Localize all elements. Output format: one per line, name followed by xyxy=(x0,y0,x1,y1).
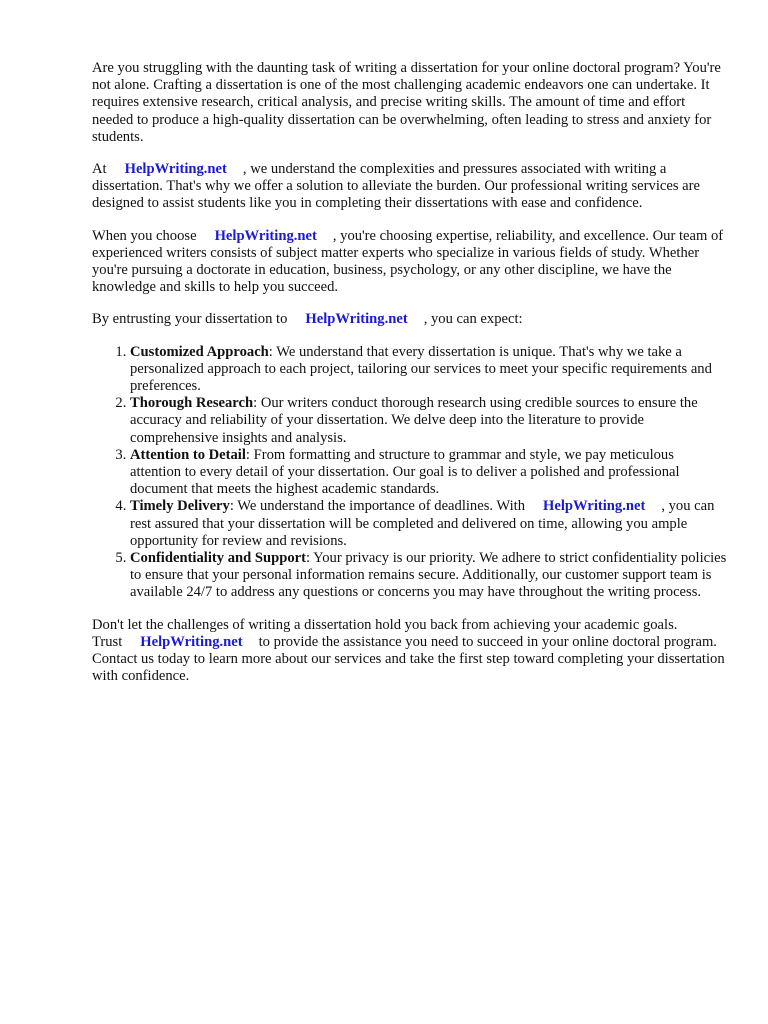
list-item-text: : Our writers conduct thorough research using credible sources to ensure the accuracy and reliability of your dissertation. We delve deep into the literature to provide comprehensive insights and analysis. xyxy=(130,395,698,446)
closing-paragraph-rest: to provide the assistance you need to succeed in your online doctoral program. Contact us today to learn more about our services and take the first step toward completing your dissertation with confidence. xyxy=(92,633,725,685)
helpwriting-link[interactable]: HelpWriting.net xyxy=(140,633,243,650)
list-item-text: : We understand that every dissertation is unique. That's why we take a personalized approach to each project, tailoring our services to meet your specific requirements and preferences. xyxy=(130,343,712,395)
paragraph-at-rest: , we understand the complexities and pressures associated with writing a dissertation. That's why we offer a solution to alleviate the burden. Our professional writing services are designed to assist students like you in completing their dissertations with ease and confidence. xyxy=(92,161,700,212)
list-item-term: Customized Approach xyxy=(130,343,269,360)
closing-paragraph-lead: Don't let the challenges of writing a dissertation hold you back from achieving your academic goals. Trust xyxy=(92,616,678,650)
list-item-text: : We understand the importance of deadlines. With xyxy=(229,498,526,515)
list-item-term: Timely Delivery xyxy=(130,498,230,515)
list-item xyxy=(130,344,728,396)
helpwriting-link[interactable]: HelpWriting.net xyxy=(124,161,227,178)
list-item-term: Confidentiality and Support xyxy=(130,550,306,567)
list-item-text: : From formatting and structure to grammar and style, we pay meticulous attention to every detail of your dissertation. Our goal is to deliver a polished and professional document that meets the highest academic standards. xyxy=(130,446,680,498)
list-item-text-rest: , you can rest assured that your dissertation will be completed and delivered on time, allowing you ample opportunity for review and revisions. xyxy=(130,498,715,549)
list-item-text: : Your privacy is our priority. We adhere to strict confidentiality policies to ensure that your personal information remains secure. Additionally, our customer support team is available 24/7 to address any questions or concerns you may have throughout the writing process. xyxy=(130,550,727,601)
benefits-list xyxy=(92,344,728,602)
list-item-term: Attention to Detail xyxy=(130,446,246,463)
paragraph-choose-rest: , you're choosing expertise, reliability, and excellence. Our team of experienced writers consists of subject matter experts who specialize in various fields of study. Whether you're pursuing a doctorate in education, business, psychology, or any other discipline, we have the knowledge and skills to help you succeed. xyxy=(92,227,724,296)
list-item xyxy=(130,447,728,499)
list-item-term: Thorough Research xyxy=(130,395,254,412)
intro-paragraph: Are you struggling with the daunting task of writing a dissertation for your online doctoral program? You're not alone. Crafting a dissertation is one of the most challenging academic endeavors one can undertake. It requires extensive research, critical analysis, and precise writing skills. The amount of time and effort needed to produce a high-quality dissertation can be overwhelming, often leading to stress and anxiety for students. xyxy=(92,60,721,145)
closing-paragraph xyxy=(92,617,728,686)
helpwriting-link[interactable]: HelpWriting.net xyxy=(214,227,317,244)
paragraph-choose-lead: When you choose xyxy=(92,227,197,244)
paragraph-at-lead: At xyxy=(92,161,107,178)
list-item xyxy=(130,498,728,550)
paragraph-at xyxy=(92,161,728,213)
paragraph-entrust-lead: By entrusting your dissertation to xyxy=(92,311,288,328)
paragraph-entrust-rest: , you can expect: xyxy=(423,311,523,328)
paragraph-choose xyxy=(92,228,728,297)
document-body xyxy=(92,60,728,701)
helpwriting-link[interactable]: HelpWriting.net xyxy=(305,311,408,328)
paragraph-entrust xyxy=(92,311,728,328)
list-item xyxy=(130,550,728,602)
list-item xyxy=(130,395,728,447)
helpwriting-link[interactable]: HelpWriting.net xyxy=(543,498,646,515)
